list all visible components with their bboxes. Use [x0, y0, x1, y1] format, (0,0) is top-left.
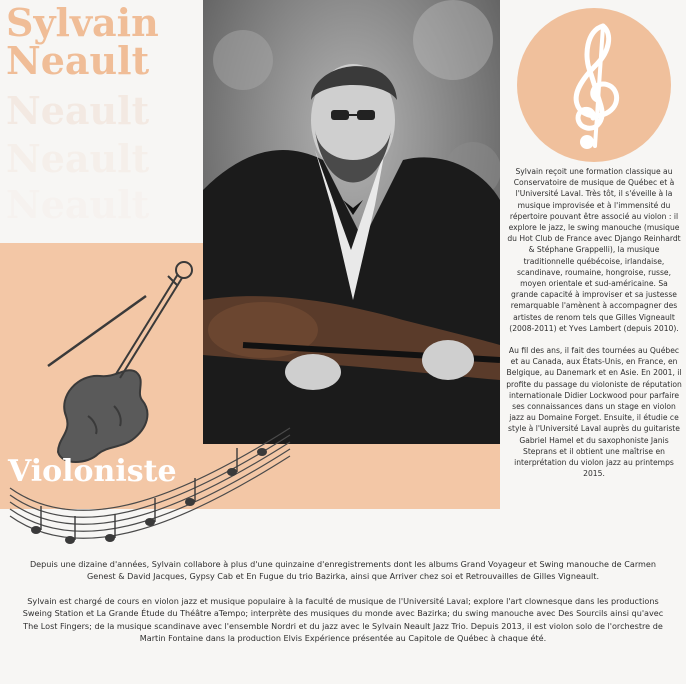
title-echo: Neault	[6, 136, 150, 181]
title-last-name: Neault	[6, 38, 150, 83]
bio-footer	[22, 558, 664, 656]
bio-paragraph: Au fil des ans, il fait des tournées au Québec et au Canada, aux États-Unis, en France, en Belgique, au Danemark et en Asie. En 2001, il profite du passage du violoniste de réputation internationale Didier Lockwood pour parfaire ses connaissances dans un stage en violon jazz au Domaine Forget. Ensuite, il étudie ce style à l'Université Laval auprès du guitariste Gabriel Hamel et du saxophoniste Janis Steprans et il obtient une maîtrise en interprétation du violon jazz au printemps 2015.	[506, 346, 682, 479]
page-title	[6, 0, 159, 83]
bio-paragraph: Depuis une dizaine d'années, Sylvain collabore à plus d'une quinzaine d'enregistrements dont les albums Grand Voyageur et Swing manouche de Carmen Genest & David Jacques, Gypsy Cab et En Fugue du trio Bazirka, ainsi que Arriver chez soi et Retrouvailles de Gilles Vigneault.	[29, 559, 657, 582]
music-staff-icon	[0, 418, 300, 568]
role-label: Violoniste	[8, 454, 177, 489]
title-echo: Neault	[6, 182, 150, 227]
title-echo: Neault	[6, 88, 150, 133]
violinist-photo	[203, 0, 500, 444]
treble-clef-icon	[517, 8, 671, 162]
title-first-name: Sylvain	[6, 0, 159, 45]
bio-paragraph: Sylvain reçoit une formation classique au Conservatoire de musique de Québec et à l'Université Laval. Très tôt, il s'éveille à la musique improvisée et à l'immensité du répertoire pouvant être associé au violon : il explore le jazz, le swing manouche (musique du Hot Club de France avec Django Reinhardt & Stéphane Grappelli), la musique traditionnelle québécoise, irlandaise, scandinave, roumaine, hongroise, russe, moyen orientale et sud-américaine. Sa grande capacité à improviser et sa justesse remarquable l'amènent à accompagner des artistes de renom tels que Gilles Vigneault (2008-2011) et Yves Lambert (depuis 2010).	[507, 167, 681, 333]
bio-column	[506, 166, 682, 490]
bio-paragraph: Sylvain est chargé de cours en violon jazz et musique populaire à la faculté de musique de l'Université Laval; explore l'art clownesque dans les productions Sweing Station et La Grande Étude du Théâtre aTempo; interprète des musiques du monde avec Bazirka; du swing manouche avec Des Sourcils ainsi qu'avec The Lost Fingers; de la musique scandinave avec l'ensemble Nordri et du jazz avec le Sylvain Neault Jazz Trio. Depuis 2013, il est violon solo de l'orchestre de Martin Fontaine dans la production Elvis Expérience présentée au Capitole de Québec à chaque été.	[22, 595, 664, 644]
